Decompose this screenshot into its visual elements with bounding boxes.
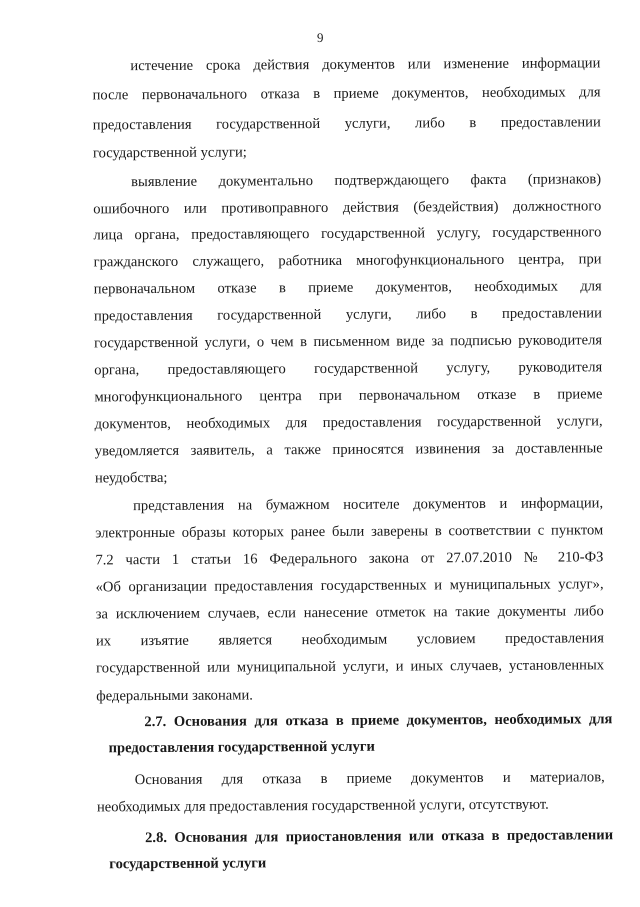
- section-heading-2-7-cont: предоставления государственной услуги: [108, 738, 375, 757]
- paragraph-line: первоначальном отказе в приеме документов, необходимых для: [93, 278, 602, 298]
- paragraph-line: за исключением случаев, если нанесение отметок на такие документы либо: [95, 603, 604, 623]
- paragraph-line: уведомляется заявитель, а также приносятся извинения за доставленные: [94, 440, 603, 460]
- section-heading-2-8-cont: государственной услуги: [109, 855, 267, 873]
- paragraph-line: ошибочного или противоправного действия (бездействия) должностного: [93, 198, 602, 218]
- paragraph-line: государственной услуги;: [92, 144, 247, 162]
- paragraph-line: лица органа, предоставляющего государственной услугу, государственного: [93, 224, 602, 244]
- paragraph-line: предоставления государственной услуги, либо в предоставлении: [93, 305, 602, 325]
- paragraph-line: федеральными законами.: [96, 687, 253, 705]
- paragraph-line: необходимых для предоставления государственной услуги, отсутствуют.: [96, 796, 549, 816]
- paragraph-line: государственной услуги, о чем в письменном виде за подписью руководителя: [94, 332, 603, 352]
- paragraph-line: гражданского служащего, работника многофункционального центра, при: [93, 251, 602, 271]
- paragraph-line: выявление документально подтверждающего факта (признаков): [131, 171, 602, 191]
- paragraph-line: электронные образы которых ранее были заверены в соответствии с пунктом: [95, 522, 604, 542]
- paragraph-line: 7.2 части 1 статьи 16 Федерального закона от 27.07.2010 № 210-ФЗ: [95, 549, 604, 569]
- paragraph-line: государственной или муниципальной услуги, и иных случаев, установленных: [96, 657, 605, 677]
- section-heading-2-7: 2.7. Основания для отказа в приеме документов, необходимых для: [144, 711, 613, 731]
- paragraph-line: истечение срока действия документов или изменение информации: [130, 55, 601, 75]
- paragraph-line: многофункционального центра при первоначальном отказе в приеме: [94, 386, 603, 406]
- paragraph-line: их изъятие является необходимым условием предоставления: [95, 630, 604, 650]
- paragraph-line: представления на бумажном носителе документов и информации,: [133, 495, 604, 515]
- page-number: 9: [316, 29, 324, 46]
- paragraph-line: предоставления государственной услуги, либо в предоставлении: [92, 114, 601, 134]
- paragraph-line: неудобства;: [94, 469, 168, 487]
- paragraph-line: после первоначального отказа в приеме документов, необходимых для: [92, 84, 601, 104]
- paragraph-line: документов, необходимых для предоставления государственной услуги,: [94, 413, 603, 433]
- paragraph-line: Основания для отказа в приеме документов и материалов,: [134, 769, 605, 789]
- section-heading-2-8: 2.8. Основания для приостановления или отказа в предоставлении: [145, 827, 614, 847]
- paragraph-line: «Об организации предоставления государственных и муниципальных услуг»,: [95, 576, 604, 596]
- paragraph-line: органа, предоставляющего государственной услугу, руководителя: [94, 359, 603, 379]
